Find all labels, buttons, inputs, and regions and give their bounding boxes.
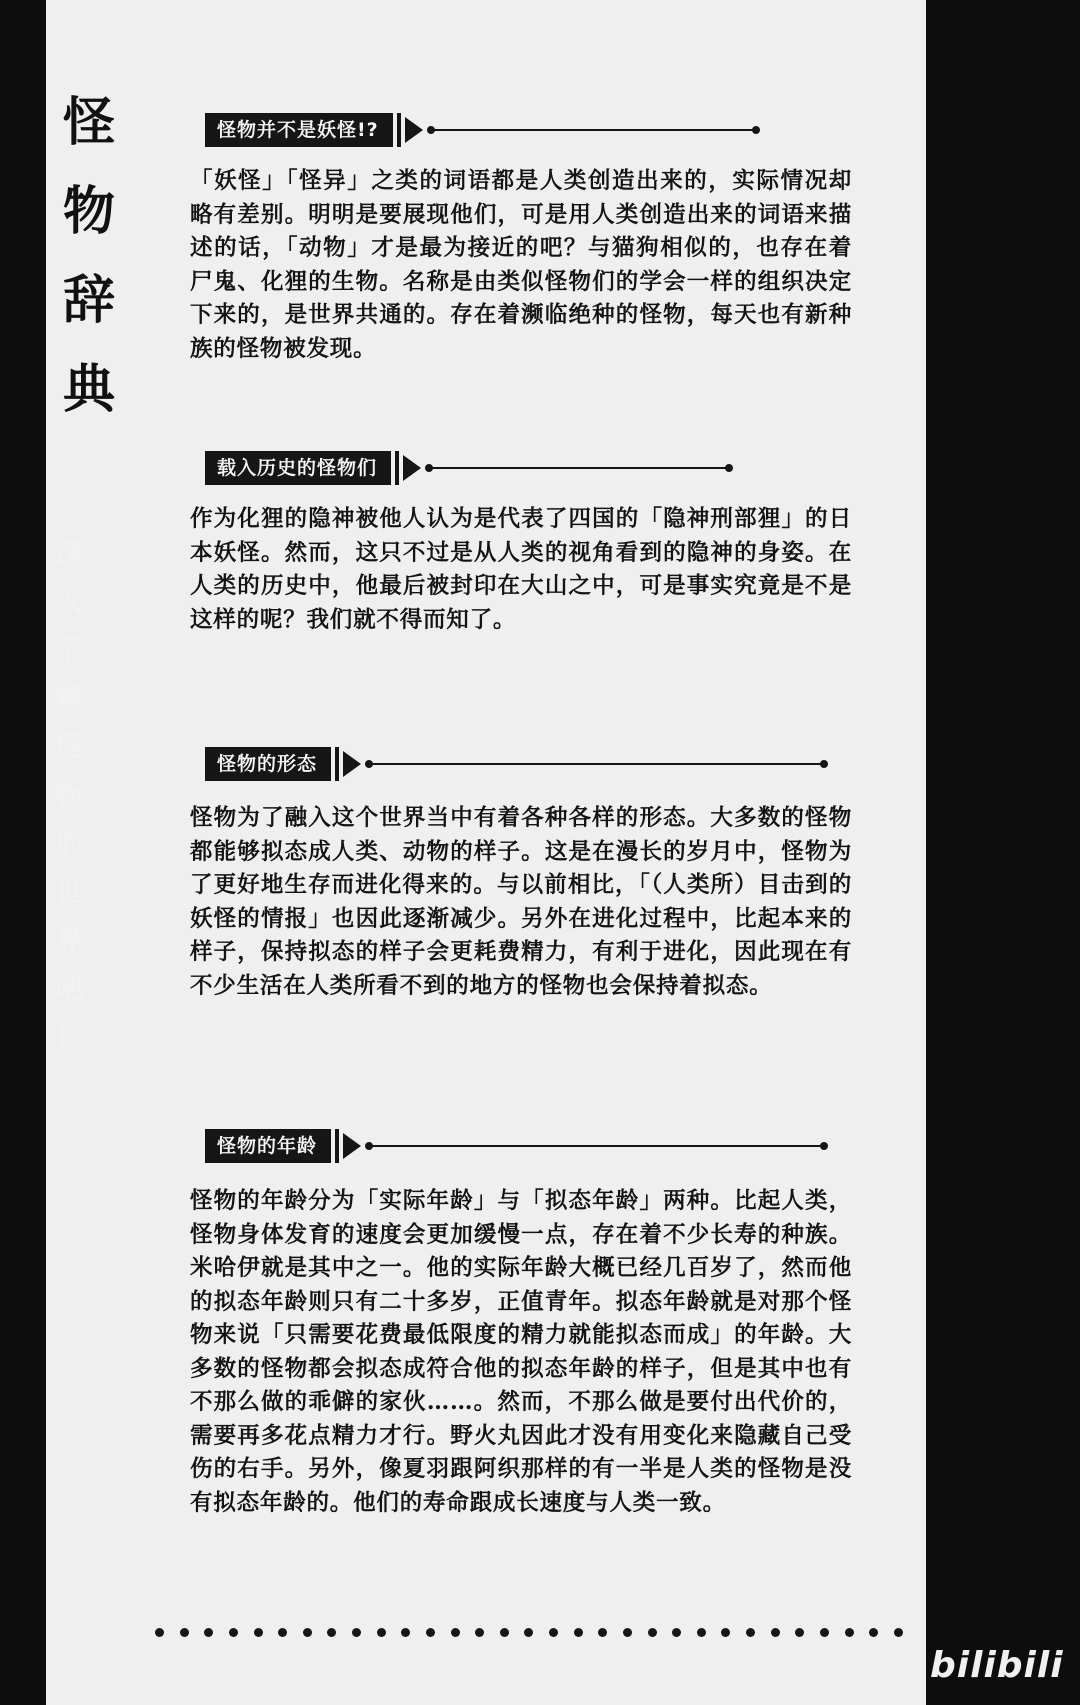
divider-dot (229, 1628, 238, 1637)
section-body: 怪物为了融入这个世界当中有着各种各样的形态。大多数的怪物都能够拟态成人类、动物的样子。这是在漫长的岁月中，怪物为了更好地生存而进化得来的。与以前相比，「（人类所）目击到的妖怪的情报」也因此逐渐减少。另外在进化过程中，比起本来的样子，保持拟态的样子会更耗费精力，有利于进化，因此现在有不少生活在人类所看不到的地方的怪物也会保持着拟态。 (190, 805, 852, 999)
section-heading: 怪物的形态 (205, 747, 335, 781)
section-rule (431, 129, 756, 131)
subtitle-char: 怪 (55, 732, 83, 763)
subtitle-char: 物 (55, 780, 83, 812)
divider-dot (795, 1628, 804, 1637)
arrow-icon (343, 751, 361, 777)
divider-dot (500, 1628, 509, 1637)
divider-dot (697, 1628, 706, 1637)
divider-dot (327, 1628, 336, 1637)
divider-dot (672, 1628, 681, 1637)
section-header-4 (205, 1129, 824, 1163)
arrow-icon (403, 455, 421, 481)
section-header-3 (205, 747, 824, 781)
divider-dot (278, 1628, 287, 1637)
title-char: 怪 (62, 92, 115, 153)
divider-dot (894, 1628, 903, 1637)
title-char: 物 (62, 181, 115, 242)
divider-dot (426, 1628, 435, 1637)
subtitle-char: 吧 (55, 974, 83, 1006)
divider-dot (254, 1628, 263, 1637)
divider-dot (771, 1628, 780, 1637)
divider-dot (401, 1628, 410, 1637)
title-char: 辞 (62, 270, 115, 331)
dotted-divider (155, 1627, 903, 1637)
divider-dot (648, 1628, 657, 1637)
vertical-subtitle (46, 530, 92, 1064)
arrow-icon (343, 1133, 361, 1159)
section-heading: 怪物并不是妖怪!? (205, 113, 397, 147)
section-heading: 怪物的年龄 (205, 1129, 335, 1163)
subtitle-char: 解 (55, 683, 83, 715)
section-heading: 载入历史的怪物们 (205, 451, 395, 485)
divider-dot (451, 1628, 460, 1637)
divider-dot (475, 1628, 484, 1637)
right-black-strip (926, 0, 1080, 1705)
subtitle-char: 入 (55, 586, 83, 618)
subtitle-char: ！ (55, 1023, 83, 1054)
divider-dot (623, 1628, 632, 1637)
section-header-1 (205, 113, 756, 147)
divider-dot (845, 1628, 854, 1637)
divider-dot (721, 1628, 730, 1637)
section-rule (369, 763, 824, 765)
subtitle-char: 世 (55, 877, 83, 909)
section-rule (429, 467, 729, 469)
subtitle-char: 了 (55, 635, 83, 666)
divider-dot (549, 1628, 558, 1637)
subtitle-char: 的 (55, 829, 83, 860)
arrow-icon (405, 117, 423, 143)
divider-dot (598, 1628, 607, 1637)
divider-dot (204, 1628, 213, 1637)
divider-dot (746, 1628, 755, 1637)
divider-dot (303, 1628, 312, 1637)
divider-dot (155, 1628, 164, 1637)
divider-dot (180, 1628, 189, 1637)
divider-dot (377, 1628, 386, 1637)
divider-dot (524, 1628, 533, 1637)
divider-dot (352, 1628, 361, 1637)
vertical-title (46, 78, 132, 434)
section-body: 「妖怪」「怪异」之类的词语都是人类创造出来的，实际情况却略有差别。明明是要展现他们，可是用人类创造出来的词语来描述的话，「动物」才是最为接近的吧？与猫狗相似的，也存在着尸鬼、化狸的生物。名称是由类似怪物们的学会一样的组织决定下来的，是世界共通的。存在着濒临绝种的怪物，每天也有新种族的怪物被发现。 (190, 168, 852, 362)
subtitle-char: 界 (55, 926, 83, 957)
divider-dot (574, 1628, 583, 1637)
title-char: 典 (62, 359, 115, 420)
watermark-logo: bilibili (930, 1645, 1064, 1686)
section-header-2 (205, 451, 729, 485)
section-body: 怪物的年龄分为「实际年龄」与「拟态年龄」两种。比起人类，怪物身体发育的速度会更加缓慢一点，存在着不少长寿的种族。米哈伊就是其中之一。他的实际年龄大概已经几百岁了，然而他的拟态年龄则只有二十多岁，正值青年。拟态年龄就是对那个怪物来说「只需要花费最低限度的精力就能拟态而成」的年龄。大多数的怪物都会拟态成符合他的拟态年龄的样子，但是其中也有不那么做的乖僻的家伙……。然而，不那么做是要付出代价的，需要再多花点精力才行。野火丸因此才没有用变化来隐藏自己受伤的右手。另外，像夏羽跟阿织那样的有一半是人类的怪物是没有拟态年龄的。他们的寿命跟成长速度与人类一致。 (190, 1188, 852, 1516)
section-rule (369, 1145, 824, 1147)
divider-dot (869, 1628, 878, 1637)
divider-dot (820, 1628, 829, 1637)
section-body: 作为化狸的隐神被他人认为是代表了四国的「隐神刑部狸」的日本妖怪。然而，这只不过是从人类的视角看到的隐神的身姿。在人类的历史中，他最后被封印在大山之中，可是事实究竟是不是这样的呢？我们就不得而知了。 (190, 506, 852, 633)
subtitle-char: 深 (55, 538, 83, 569)
